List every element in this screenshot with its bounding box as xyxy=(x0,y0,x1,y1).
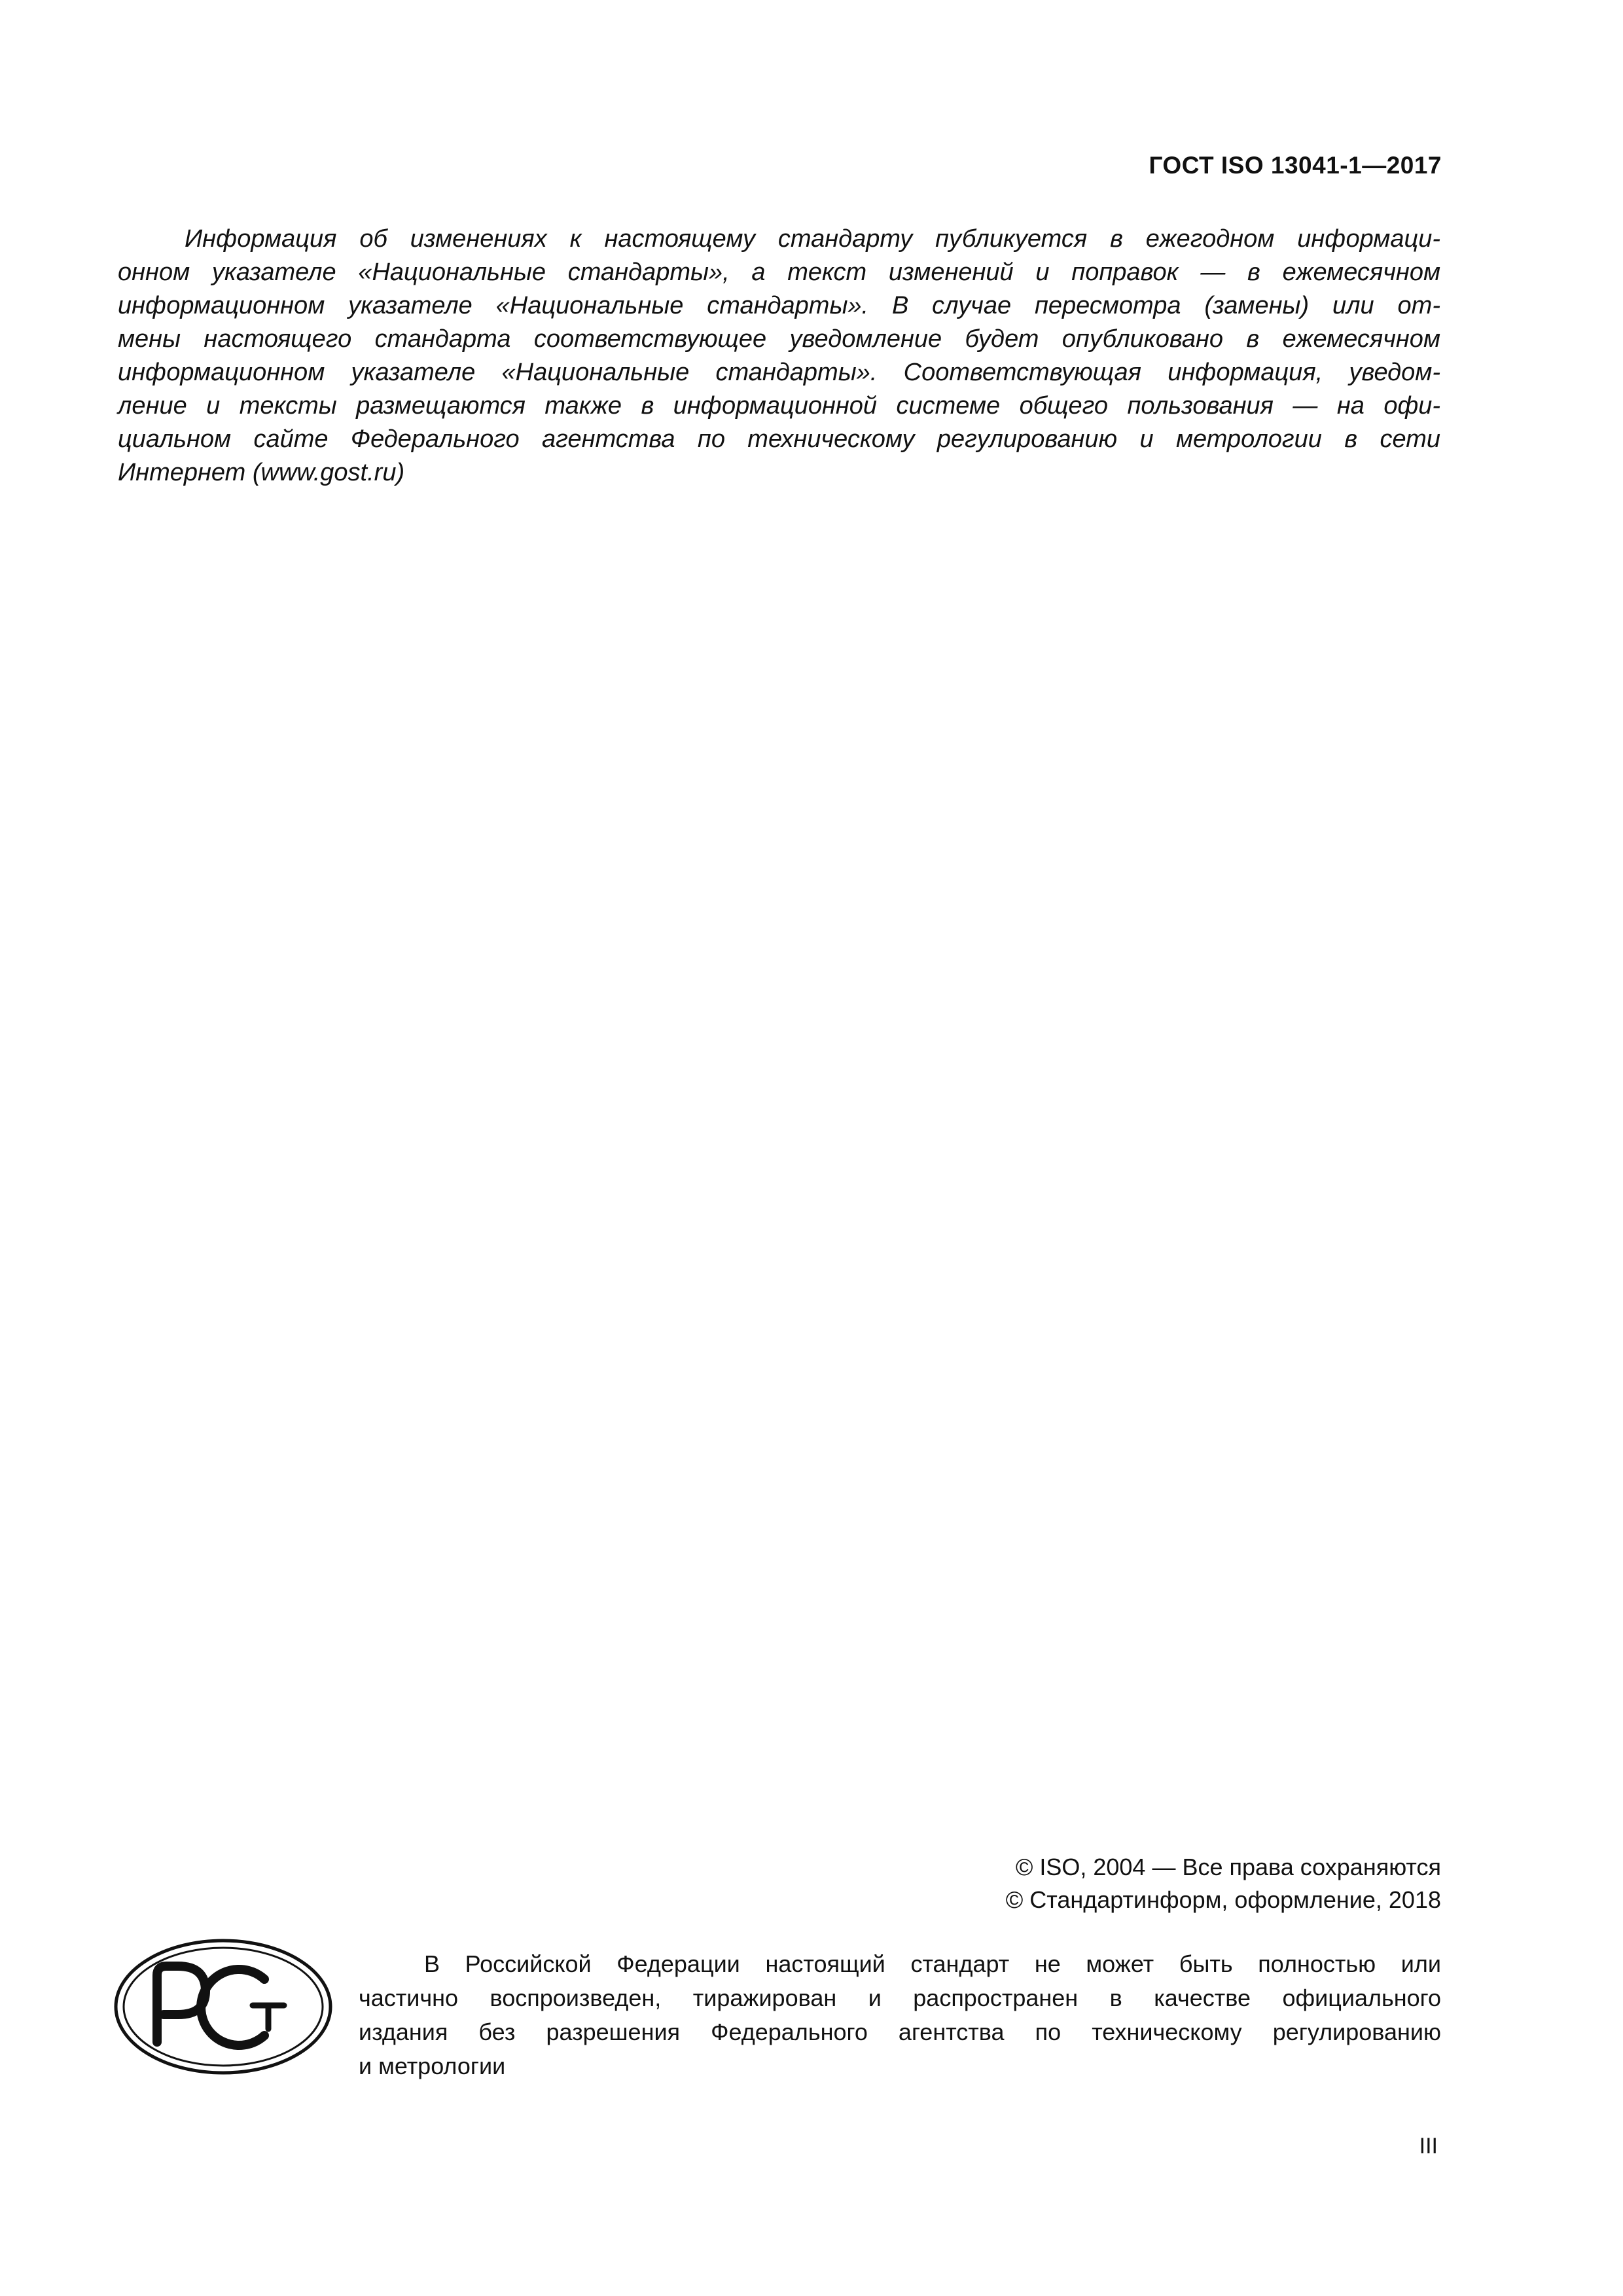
info-line: информационном указателе «Национальные стандарты». В случае пересмотра (замены) или от- xyxy=(118,292,1440,319)
amendments-info-paragraph xyxy=(118,223,1440,490)
copyright-block xyxy=(1006,1851,1441,1916)
reproduction-notice-paragraph xyxy=(359,1947,1441,2083)
notice-line: В Российской Федерации настоящий стандарт не может быть полностью или xyxy=(424,1950,1441,1977)
notice-line: и метрологии xyxy=(359,2053,506,2079)
info-line: циальном сайте Федерального агентства по техническому регулированию и метрологии в сети xyxy=(118,425,1440,453)
document-standard-code: ГОСТ ISO 13041-1—2017 xyxy=(1149,152,1442,179)
notice-line: издания без разрешения Федерального агентства по техническому регулированию xyxy=(359,2018,1441,2045)
info-line: информационном указателе «Национальные стандарты». Соответствующая информация, уведом- xyxy=(118,359,1440,386)
info-line: мены настоящего стандарта соответствующее уведомление будет опубликовано в ежемесячном xyxy=(118,325,1440,353)
info-line: Информация об изменениях к настоящему стандарту публикуется в ежегодном информаци- xyxy=(185,225,1440,253)
page-number: III xyxy=(1419,2134,1438,2159)
info-line: Интернет (www.gost.ru) xyxy=(118,459,405,486)
rst-certification-logo-icon xyxy=(113,1937,334,2076)
notice-line: частично воспроизведен, тиражирован и распространен в качестве официального xyxy=(359,1984,1441,2011)
publisher-copyright: © Стандартинформ, оформление, 2018 xyxy=(1005,1886,1441,1913)
iso-copyright: © ISO, 2004 — Все права сохраняются xyxy=(1015,1854,1441,1880)
info-line: онном указателе «Национальные стандарты», а текст изменений и поправок — в ежемесячном xyxy=(118,259,1440,286)
info-line: ление и тексты размещаются также в информационной системе общего пользования — на офи- xyxy=(118,392,1440,420)
